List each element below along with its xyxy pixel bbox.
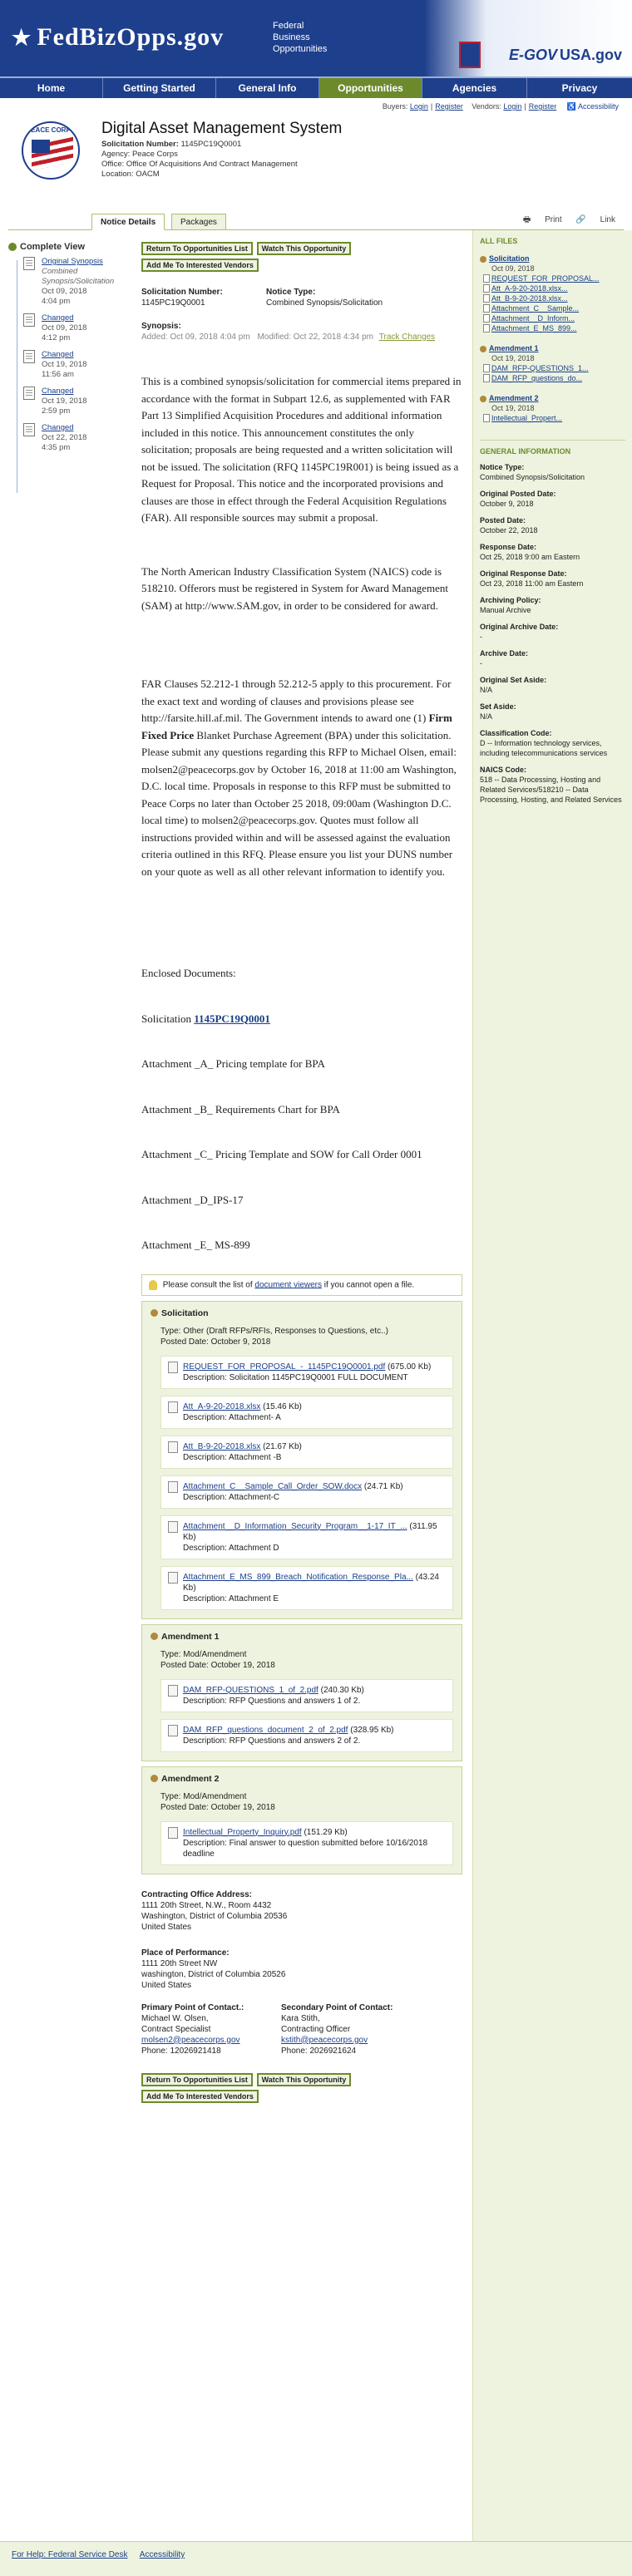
package-info xyxy=(151,1791,453,1813)
package-header xyxy=(151,1308,453,1319)
history-item xyxy=(8,313,133,343)
file-size: (151.29 Kb) xyxy=(304,1827,348,1837)
sidebar-package-date: Oct 19, 2018 xyxy=(491,354,535,362)
solicitation-field xyxy=(141,287,266,308)
add-interested-vendor-button[interactable]: Add Me To Interested Vendors xyxy=(141,2090,259,2103)
info-value: - xyxy=(480,659,482,667)
tagline-line: Opportunities xyxy=(273,44,328,54)
info-item xyxy=(480,702,625,722)
address-line: United States xyxy=(141,1980,192,1990)
enclosed-doc: Attachment _B_ Requirements Chart for BPA xyxy=(141,1102,340,1116)
print-button[interactable]: 🖶 Print xyxy=(522,215,562,224)
info-item xyxy=(480,515,625,535)
meta-agency: Agency: Peace Corps xyxy=(101,150,178,159)
peace-corps-logo xyxy=(22,121,80,180)
pdf-file-icon xyxy=(168,1572,178,1584)
synopsis-label: Synopsis: xyxy=(141,322,181,331)
package-posted: Posted Date: October 9, 2018 xyxy=(160,1337,271,1347)
link-label: Link xyxy=(600,215,615,224)
info-item xyxy=(480,542,625,562)
pdf-file-icon xyxy=(168,1827,178,1839)
file-description: Description: RFP Questions and answers 2 of 2. xyxy=(183,1736,361,1746)
history-date: Oct 09, 2018 xyxy=(42,287,87,296)
xlsx-file-icon xyxy=(168,1401,178,1413)
file-size: (24.71 Kb) xyxy=(363,1481,403,1491)
link-button[interactable]: 🔗 Link xyxy=(575,215,615,224)
sidebar-file-link[interactable]: Attachment_C__Sample... xyxy=(491,304,580,313)
enclosed-doc-label: Solicitation xyxy=(141,1012,195,1025)
package-posted: Posted Date: October 19, 2018 xyxy=(160,1802,275,1812)
file-link[interactable]: Att_B-9-20-2018.xlsx xyxy=(183,1441,261,1451)
enclosed-doc: Attachment _A_ Pricing template for BPA xyxy=(141,1057,325,1070)
file-link[interactable]: Att_A-9-20-2018.xlsx xyxy=(183,1401,261,1411)
document-viewers-link[interactable]: document viewers xyxy=(254,1280,322,1290)
accessibility-icon: ♿ xyxy=(566,102,576,111)
package-type: Type: Other (Draft RFPs/RFIs, Responses to Questions, etc..) xyxy=(160,1326,388,1336)
contact-title: Contract Specialist xyxy=(141,2024,211,2034)
site-banner xyxy=(0,0,632,76)
history-time: 4:12 pm xyxy=(42,333,71,342)
synopsis-meta xyxy=(141,332,462,342)
solicitation-link[interactable]: 1145PC19Q0001 xyxy=(194,1012,270,1025)
action-buttons xyxy=(141,259,462,272)
address-line: United States xyxy=(141,1922,192,1932)
info-item xyxy=(480,462,625,482)
info-value: N/A xyxy=(480,712,493,721)
document-icon xyxy=(23,387,35,400)
usagov-logo[interactable]: USA.gov xyxy=(559,47,622,63)
file-size: (311.95 Kb) xyxy=(183,1521,437,1542)
info-value: Combined Synopsis/Solicitation xyxy=(480,473,585,481)
general-info-heading: GENERAL INFORMATION xyxy=(480,440,625,456)
docx-file-icon xyxy=(168,1481,178,1493)
tab-notice-details[interactable]: Notice Details xyxy=(91,214,165,230)
history-subtype: Synopsis/Solicitation xyxy=(42,277,115,286)
notice-type-value: Combined Synopsis/Solicitation xyxy=(266,298,383,308)
sidebar-file xyxy=(480,293,625,303)
xlsx-file-icon xyxy=(168,1441,178,1453)
document-icon xyxy=(23,423,35,436)
history-date: Oct 09, 2018 xyxy=(42,323,87,332)
pdf-file-icon xyxy=(168,1725,178,1736)
info-value: - xyxy=(480,633,482,641)
return-to-list-button[interactable]: Return To Opportunities List xyxy=(141,242,253,255)
view-icon xyxy=(8,243,17,251)
secondary-contact-label: Secondary Point of Contact: xyxy=(281,2002,393,2012)
sidebar-file-link[interactable]: Intellectual_Propert... xyxy=(491,414,563,422)
footer-accessibility-link[interactable]: Accessibility xyxy=(139,2550,185,2559)
contact-email-link[interactable]: molsen2@peacecorps.gov xyxy=(141,2035,240,2045)
sidebar-package-date: Oct 19, 2018 xyxy=(491,404,535,412)
package-header xyxy=(151,1632,453,1643)
meta-solicitation-label: Solicitation Number: xyxy=(101,140,179,149)
star-icon: ★ xyxy=(12,26,32,50)
vendors-register-link[interactable]: Register xyxy=(528,102,557,111)
sidebar-file-link[interactable]: DAM_RFP-QUESTIONS_1... xyxy=(491,364,589,372)
place-of-performance xyxy=(141,1948,462,1991)
info-item xyxy=(480,569,625,589)
sidebar-file xyxy=(480,323,625,333)
info-label: Response Date: xyxy=(480,543,537,551)
file-entry xyxy=(160,1719,453,1752)
sidebar-package-link[interactable]: Amendment 1 xyxy=(489,344,539,352)
sidebar-file xyxy=(480,273,625,283)
info-value: Manual Archive xyxy=(480,606,531,614)
file-description: Description: Attachment D xyxy=(183,1543,279,1553)
nav-getting-started[interactable]: Getting Started xyxy=(103,78,216,98)
page-footer xyxy=(0,2541,632,2576)
package-name: Amendment 1 xyxy=(161,1631,220,1642)
info-label: Original Set Aside: xyxy=(480,676,547,684)
sidebar-package-title xyxy=(480,343,625,353)
info-label: Archive Date: xyxy=(480,649,529,658)
complete-view-label: Complete View xyxy=(20,242,86,252)
page-title: Digital Asset Management System xyxy=(101,120,343,137)
history-time: 4:04 pm xyxy=(42,297,71,306)
synopsis-paragraph xyxy=(141,676,462,880)
logo-wordmark: PEACE CORPS xyxy=(26,126,76,134)
help-desk-link[interactable]: For Help: Federal Service Desk xyxy=(12,2550,128,2559)
package-name: Solicitation xyxy=(161,1308,209,1318)
address-line: Washington, District of Columbia 20536 xyxy=(141,1911,288,1921)
package-type: Type: Mod/Amendment xyxy=(160,1791,247,1801)
file-entry xyxy=(160,1821,453,1865)
info-item xyxy=(480,489,625,509)
contact-name: Michael W. Olsen, xyxy=(141,2013,209,2023)
info-item xyxy=(480,595,625,615)
history-link[interactable]: Original Synopsis xyxy=(42,257,103,266)
history-item xyxy=(8,387,133,416)
synopsis-modified: Modified: Oct 22, 2018 4:34 pm xyxy=(257,332,373,342)
sidebar-file-link[interactable]: REQUEST_FOR_PROPOSAL... xyxy=(491,274,600,283)
complete-view-title[interactable] xyxy=(8,242,133,252)
sidebar-file-link[interactable]: Attachment__D_Inform... xyxy=(491,314,575,323)
history-link[interactable]: Changed xyxy=(42,313,74,323)
synopsis-paragraph: This is a combined synopsis/solicitation for commercial items prepared in accordance with the format in Subpart 12.6, as supplemented with FAR Part 13 Simplified Acquisition Procedures and additional information included in this notice. This announcement constitutes the only solicitation; proposals are being requested and a written solicitation will not be issued. The solicitation (RFQ 1145PC19R001) is being issued as a Request for Proposal. This notice and the incorporated provisions and clauses are those in effect through the Federal Acquisition Regulations (FAR). All responsible sources may submit a proposal. xyxy=(141,375,462,524)
sidebar-package-link[interactable]: Solicitation xyxy=(489,254,530,263)
site-tagline xyxy=(273,20,327,55)
track-changes-link[interactable]: Track Changes xyxy=(378,332,436,342)
file-link[interactable]: DAM_RFP-QUESTIONS_1_of_2.pdf xyxy=(183,1685,318,1695)
buyers-label: Buyers: xyxy=(382,102,408,111)
viewer-notice xyxy=(141,1274,462,1296)
history-item xyxy=(8,257,133,307)
package-info xyxy=(151,1326,453,1347)
enclosed-documents-heading: Enclosed Documents: xyxy=(141,967,236,979)
pdf-file-icon xyxy=(168,1362,178,1373)
info-label: Original Archive Date: xyxy=(480,623,559,631)
file-description: Description: Solicitation 1145PC19Q0001 FULL DOCUMENT xyxy=(183,1372,408,1382)
main-nav xyxy=(0,76,632,98)
package-header xyxy=(151,1774,453,1785)
solicitation-label: Solicitation Number: xyxy=(141,288,223,297)
primary-contact xyxy=(141,2002,281,2056)
package-icon xyxy=(480,256,486,263)
paragraph-emphasis: Firm Fixed Price xyxy=(141,712,452,741)
history-link[interactable]: Changed xyxy=(42,387,74,396)
buyers-login-link[interactable]: Login xyxy=(409,102,428,111)
package-icon xyxy=(151,1309,158,1317)
document-icon xyxy=(23,257,35,270)
file-entry xyxy=(160,1475,453,1509)
action-buttons xyxy=(141,2090,462,2103)
pdf-file-icon xyxy=(168,1521,178,1533)
general-information xyxy=(480,440,625,805)
address-line: washington, District of Columbia 20526 xyxy=(141,1969,286,1979)
history-date: Oct 19, 2018 xyxy=(42,396,87,406)
file-description: Description: RFP Questions and answers 1 of 2. xyxy=(183,1696,361,1706)
paragraph-text: Blanket Purchase Agreement (BPA) under this solicitation. Please submit any questions regarding this RFP to Michael Olsen, email: molsen2@peacecorps.gov by October 16, 2018 at 11:00 am Washington, D.C. local time. Proposals in response to this RFP must be submitted to Peace Corps no later than October 25 2018, 09:00am (Washington D.C. local time) to molsen2@peacecorps.gov. Quotes must follow all instructions provided within and will be assessed against the evaluation criteria outlined in this RFQ. Please ensure you list your DUNS number on your quote as well as all other relevant information to identify you. xyxy=(141,728,457,878)
meta-solicitation-number: 1145PC19Q0001 xyxy=(180,140,242,149)
document-icon xyxy=(23,350,35,363)
package-icon xyxy=(151,1775,158,1782)
points-of-contact xyxy=(141,2002,462,2056)
sidebar-file-link[interactable]: Attachment_E_MS_899... xyxy=(491,324,577,332)
file-description: Description: Attachment E xyxy=(183,1593,279,1603)
contact-phone: Phone: 2026921624 xyxy=(281,2046,357,2056)
package-name: Amendment 2 xyxy=(161,1773,220,1784)
info-value: October 9, 2018 xyxy=(480,500,534,508)
tagline-line: Business xyxy=(273,32,310,42)
file-link[interactable]: Attachment_E_MS_899_Breach_Notification_Response_Pla... xyxy=(183,1572,413,1582)
notice-fields xyxy=(141,287,462,308)
info-value: Oct 25, 2018 9:00 am Eastern xyxy=(480,553,580,561)
file-link[interactable]: Attachment_C__Sample_Call_Order_SOW.docx xyxy=(183,1481,363,1491)
info-item xyxy=(480,675,625,695)
address-line: 1111 20th Street, N.W., Room 4432 xyxy=(141,1900,272,1910)
history-date: Oct 22, 2018 xyxy=(42,433,87,442)
secondary-contact xyxy=(281,2002,421,2056)
tagline-line: Federal xyxy=(273,21,304,31)
tab-bar xyxy=(8,210,624,230)
address-line: 1111 20th Street NW xyxy=(141,1958,218,1968)
file-entry xyxy=(160,1356,453,1389)
file-size: (43.24 Kb) xyxy=(183,1572,439,1593)
enclosed-doc: Attachment _C_ Pricing Template and SOW for Call Order 0001 xyxy=(141,1148,422,1160)
right-sidebar xyxy=(472,230,632,2576)
history-item xyxy=(8,350,133,380)
notice-meta xyxy=(101,140,298,180)
file-description: Description: Attachment -B xyxy=(183,1452,282,1462)
watch-opportunity-button[interactable]: Watch This Opportunity xyxy=(257,242,352,255)
file-size: (240.30 Kb) xyxy=(320,1685,364,1695)
add-interested-vendor-button[interactable]: Add Me To Interested Vendors xyxy=(141,259,259,272)
sidebar-package xyxy=(480,254,625,333)
sidebar-package xyxy=(480,343,625,383)
info-item xyxy=(480,648,625,668)
notice-type-field xyxy=(266,287,391,308)
package-amendment-2 xyxy=(141,1766,462,1874)
package-posted: Posted Date: October 19, 2018 xyxy=(160,1660,275,1670)
sidebar-file xyxy=(480,313,625,323)
file-link[interactable]: REQUEST_FOR_PROPOSAL_-_1145PC19Q0001.pdf xyxy=(183,1362,386,1372)
info-label: Posted Date: xyxy=(480,516,526,525)
site-logo[interactable] xyxy=(12,23,224,52)
info-value: October 22, 2018 xyxy=(480,526,538,534)
notice-text: Please consult the list of xyxy=(162,1280,255,1290)
sidebar-file xyxy=(480,283,625,293)
history-time: 11:56 am xyxy=(42,370,74,379)
file-description: Description: Final answer to question submitted before 10/16/2018 deadline xyxy=(183,1838,428,1859)
file-entry xyxy=(160,1515,453,1559)
history-link[interactable]: Changed xyxy=(42,423,74,432)
watch-opportunity-button[interactable]: Watch This Opportunity xyxy=(257,2073,352,2086)
contracting-office-label: Contracting Office Address: xyxy=(141,1889,252,1899)
history-panel xyxy=(8,242,133,460)
info-value: D -- Information technology services, including telecommunications services xyxy=(480,739,608,757)
sidebar-package-link[interactable]: Amendment 2 xyxy=(489,394,539,402)
meta-location: Location: OACM xyxy=(101,170,160,179)
egov-logo[interactable]: E-GOV xyxy=(508,47,557,63)
sidebar-package-title xyxy=(480,254,625,264)
file-size: (21.67 Kb) xyxy=(263,1441,302,1451)
primary-contact-label: Primary Point of Contact.: xyxy=(141,2002,244,2012)
vendors-label: Vendors: xyxy=(472,102,501,111)
sidebar-file-link[interactable]: Att_A-9-20-2018.xlsx... xyxy=(491,284,568,293)
info-label: Original Response Date: xyxy=(480,569,567,578)
file-size: (675.00 Kb) xyxy=(388,1362,432,1372)
history-date: Oct 19, 2018 xyxy=(42,360,87,369)
info-label: Classification Code: xyxy=(480,729,552,737)
package-icon xyxy=(151,1633,158,1640)
enclosed-doc: Attachment _E_ MS-899 xyxy=(141,1239,250,1251)
meta-office: Office: Office Of Acquisitions And Contract Management xyxy=(101,160,298,169)
contact-email-link[interactable]: kstith@peacecorps.gov xyxy=(281,2035,368,2045)
notice-main xyxy=(141,242,462,2106)
nav-home[interactable]: Home xyxy=(0,78,103,98)
buyers-register-link[interactable]: Register xyxy=(435,102,463,111)
synopsis-added: Added: Oct 09, 2018 4:04 pm xyxy=(141,332,250,342)
paragraph-text: FAR Clauses 52.212-1 through 52.212-5 apply to this procurement. For the exact text and wording of clauses and provisions please see http://farsite.hill.af.mil. The Government intends to award one (1) xyxy=(141,677,452,724)
file-entry xyxy=(160,1566,453,1610)
info-label: Set Aside: xyxy=(480,702,516,711)
action-buttons xyxy=(141,2073,462,2086)
info-label: NAICS Code: xyxy=(480,766,526,774)
contact-phone: Phone: 12026921418 xyxy=(141,2046,221,2056)
sidebar-file xyxy=(480,363,625,373)
return-to-list-button[interactable]: Return To Opportunities List xyxy=(141,2073,253,2086)
info-item xyxy=(480,728,625,758)
sidebar-package xyxy=(480,393,625,423)
file-link[interactable]: Attachment__D_Information_Security_Program__1-17_IT_... xyxy=(183,1521,407,1531)
info-value: Oct 23, 2018 11:00 am Eastern xyxy=(480,579,584,588)
pdf-file-icon xyxy=(168,1685,178,1697)
all-files-heading: ALL FILES xyxy=(480,237,518,245)
print-label: Print xyxy=(545,215,562,224)
package-icon xyxy=(480,396,486,402)
gsa-seal-icon xyxy=(459,42,481,68)
enclosed-doc xyxy=(141,1011,462,1028)
file-link[interactable]: Intellectual_Property_Inquiry.pdf xyxy=(183,1827,302,1837)
nav-general-info[interactable]: General Info xyxy=(216,78,319,98)
sidebar-file xyxy=(480,413,625,423)
file-size: (15.46 Kb) xyxy=(263,1401,302,1411)
package-type: Type: Mod/Amendment xyxy=(160,1649,247,1659)
title-block xyxy=(0,115,632,210)
site-logo-text: FedBizOpps.gov xyxy=(37,23,225,51)
sidebar-package-title xyxy=(480,393,625,403)
info-item xyxy=(480,765,625,805)
contact-name: Kara Stith, xyxy=(281,2013,320,2023)
logo-field xyxy=(32,140,50,153)
sidebar-file-link[interactable]: Att_B-9-20-2018.xlsx... xyxy=(491,294,568,303)
document-icon xyxy=(23,313,35,327)
notice-text: if you cannot open a file. xyxy=(322,1280,415,1290)
file-description: Description: Attachment- A xyxy=(183,1412,281,1422)
contracting-office xyxy=(141,1889,462,1933)
contact-title: Contracting Officer xyxy=(281,2024,351,2034)
file-entry xyxy=(160,1436,453,1469)
history-item xyxy=(8,423,133,453)
login-bar: Buyers: Login | Register Vendors: Login | Register ♿ Accessibility xyxy=(382,102,619,111)
file-link[interactable]: DAM_RFP_questions_document_2_of_2.pdf xyxy=(183,1725,348,1735)
file-entry xyxy=(160,1679,453,1712)
file-description: Description: Attachment-C xyxy=(183,1492,280,1502)
package-icon xyxy=(480,346,486,352)
solicitation-value: 1145PC19Q0001 xyxy=(141,298,205,308)
synopsis-paragraph: The North American Industry Classification System (NAICS) code is 518210. Offerors must be registered in System for Award Management (SAM) at http://www.SAM.gov, in order to be considered for award. xyxy=(141,564,448,612)
file-entry xyxy=(160,1396,453,1429)
lightbulb-icon xyxy=(149,1280,157,1290)
accessibility-link[interactable]: Accessibility xyxy=(577,102,619,111)
enclosed-doc: Attachment _D_IPS-17 xyxy=(141,1193,244,1206)
info-label: Original Posted Date: xyxy=(480,490,556,498)
file-size: (328.95 Kb) xyxy=(350,1725,394,1735)
info-value: N/A xyxy=(480,686,493,694)
package-solicitation xyxy=(141,1301,462,1619)
action-buttons xyxy=(141,242,462,255)
package-amendment-1 xyxy=(141,1624,462,1761)
info-item xyxy=(480,622,625,642)
sidebar-package-date: Oct 09, 2018 xyxy=(491,264,535,273)
history-time: 2:59 pm xyxy=(42,406,71,416)
vendors-login-link[interactable]: Login xyxy=(503,102,522,111)
nav-agencies[interactable]: Agencies xyxy=(422,78,527,98)
notice-type-label: Notice Type: xyxy=(266,288,316,297)
sidebar-file xyxy=(480,373,625,383)
place-of-performance-label: Place of Performance: xyxy=(141,1948,230,1958)
flag-graphic xyxy=(424,0,632,76)
package-info xyxy=(151,1649,453,1671)
history-link[interactable]: Changed xyxy=(42,350,74,359)
info-value: 518 -- Data Processing, Hosting and Related Services/518210 -- Data Processing, Hosting, and Related Services xyxy=(480,776,622,804)
tab-packages[interactable]: Packages xyxy=(171,214,226,230)
bottom-action-buttons xyxy=(141,2073,462,2103)
nav-opportunities[interactable]: Opportunities xyxy=(319,78,422,98)
info-label: Notice Type: xyxy=(480,463,525,471)
info-label: Archiving Policy: xyxy=(480,596,541,604)
history-time: 4:35 pm xyxy=(42,443,71,452)
sidebar-file-link[interactable]: DAM_RFP_questions_do... xyxy=(491,374,583,382)
tab-actions xyxy=(511,214,615,228)
nav-privacy[interactable]: Privacy xyxy=(561,82,598,94)
sidebar-file xyxy=(480,303,625,313)
history-subtype: Combined xyxy=(42,267,78,276)
